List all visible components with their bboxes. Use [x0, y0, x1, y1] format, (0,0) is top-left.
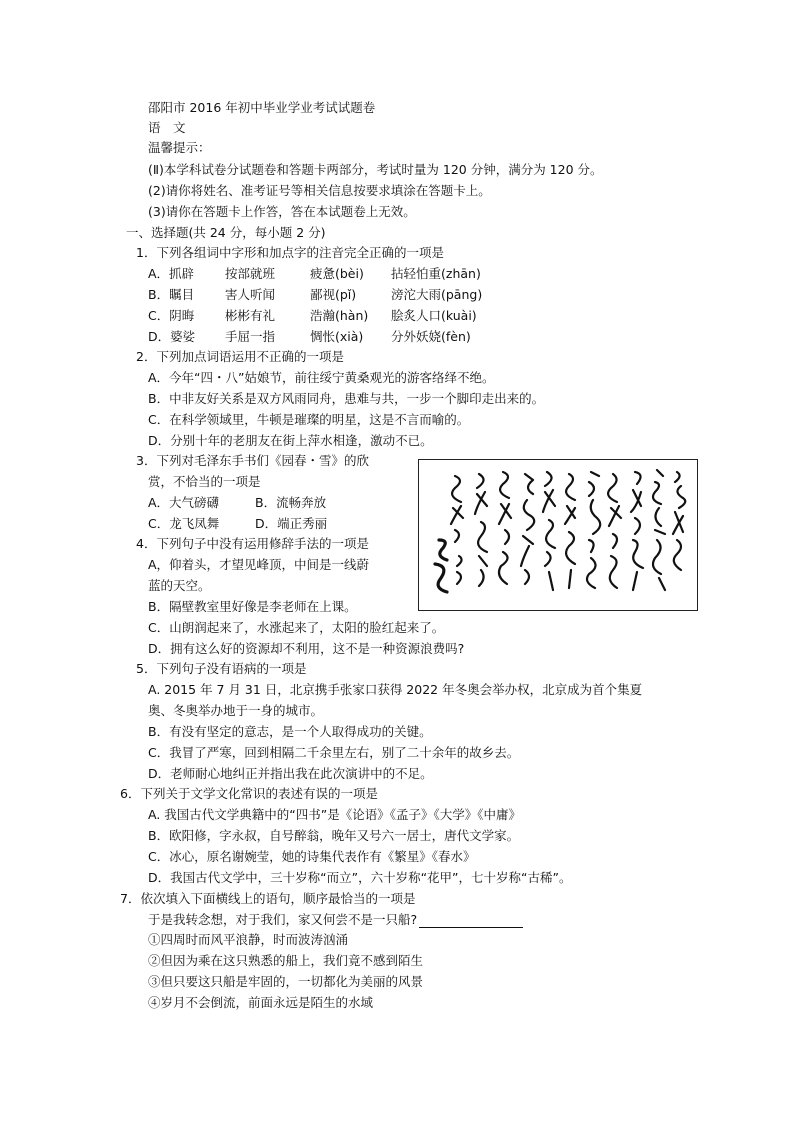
option-word: B．瞩目 [148, 287, 195, 302]
option-text: A，仰着头，才望见峰顶，中间是一线蔚 [148, 557, 370, 572]
option-word: 拈轻怕重(zhān) [391, 266, 481, 281]
option-word: 彬彬有礼 [225, 308, 276, 323]
question-stem: 6．下列关于文学文化常识的表述有误的一项是 [120, 786, 378, 801]
lead-text: 于是我转念想，对于我们，家又何尝不是一只船? [148, 912, 418, 927]
option-text: A. 2015 年 7 月 31 日，北京携手张家口获得 2022 年冬奥会举办权，北京成为首个集夏 [148, 682, 643, 697]
option-word: 鄙视(pǐ) [310, 287, 357, 302]
option-text: C．我冒了严寒，回到相隔二千余里左右，别了二十余年的故乡去。 [148, 745, 520, 760]
option-word: 浩瀚(hàn) [310, 308, 369, 323]
option-text: 奥、冬奥举办地于一身的城市。 [148, 703, 324, 718]
option-text: A. 我国古代文学典籍中的“四书”是《论语》《孟子》《大学》《中庸》 [148, 807, 521, 822]
question-lead [148, 912, 523, 928]
question-stem: 7．依次填入下面横线上的语句，顺序最恰当的一项是 [120, 891, 416, 906]
option-text: C．山朗润起来了，水涨起来了，太阳的脸红起来了。 [148, 620, 445, 635]
subject-label: 语 文 [148, 120, 186, 135]
option-word: B．流畅奔放 [255, 495, 327, 510]
option-text: B．中非友好关系是双方风雨同舟，患难与共，一步一个脚印走出来的。 [148, 391, 545, 406]
option-text: D．拥有这么好的资源却不利用，这不是一种资源浪费吗? [148, 641, 465, 656]
option-word: C．阴晦 [148, 308, 195, 323]
option-text: A．今年“四・八”姑娘节，前往绥宁黄桑观光的游客络绎不绝。 [148, 370, 495, 385]
option-word: A．抓辟 [148, 266, 195, 281]
option-word: 疲惫(bèi) [310, 266, 364, 281]
option-word: 手屈一指 [225, 329, 276, 344]
sentence-item: ②但因为乘在这只熟悉的船上，我们竟不感到陌生 [148, 953, 424, 968]
tip-line: (Ⅱ)本学科试卷分试题卷和答题卡两部分，考试时量为 120 分钟，满分为 120 分。 [148, 162, 603, 177]
exam-title: 邵阳市 2016 年初中毕业学业考试试题卷 [148, 100, 376, 115]
option-text: D．老师耐心地纠正并指出我在此次演讲中的不足。 [148, 766, 433, 781]
question-stem: 5．下列句子没有语病的一项是 [136, 661, 307, 676]
option-word: A．大气磅礴 [148, 495, 220, 510]
option-word: 惆怅(xià) [310, 329, 364, 344]
answer-blank [419, 914, 523, 928]
calligraphy-strokes [419, 460, 696, 609]
question-stem-cont: 赏，不恰当的一项是 [148, 474, 261, 489]
section-heading: 一、选择题(共 24 分，每小题 2 分) [126, 225, 326, 240]
option-word: 分外妖娆(fèn) [391, 329, 471, 344]
option-text: B．有没有坚定的意志，是一个人取得成功的关键。 [148, 724, 432, 739]
sentence-item: ③但只要这只船是牢固的，一切都化为美丽的风景 [148, 974, 424, 989]
tip-line: (3)请你在答题卡上作答，答在本试题卷上无效。 [148, 204, 416, 219]
option-word: 按部就班 [225, 266, 276, 281]
option-word: C．龙飞凤舞 [148, 516, 220, 531]
question-stem: 1．下列各组词中字形和加点字的注音完全正确的一项是 [136, 245, 444, 260]
question-stem: 2．下列加点词语运用不正确的一项是 [136, 349, 344, 364]
option-text: D．我国古代文学中，三十岁称“而立”，六十岁称“花甲”，七十岁称“古稀”。 [148, 870, 572, 885]
sentence-item: ④岁月不会倒流，前面永远是陌生的水域 [148, 995, 374, 1010]
option-word: D．端正秀丽 [255, 516, 328, 531]
option-word: 脍炙人口(kuài) [391, 308, 477, 323]
option-word: D．婆娑 [148, 329, 196, 344]
tips-heading: 温馨提示： [148, 140, 211, 155]
option-text: D．分别十年的老朋友在街上萍水相逢，激动不已。 [148, 433, 433, 448]
option-text: B．隔壁教室里好像是李老师在上课。 [148, 599, 357, 614]
option-word: 害人听闻 [225, 287, 276, 302]
question-stem: 4．下列句子中没有运用修辞手法的一项是 [136, 536, 369, 551]
option-text: C．在科学领域里，牛顿是璀璨的明星，这是不言而喻的。 [148, 412, 470, 427]
calligraphy-image [418, 459, 698, 611]
option-word: 滂沱大雨(pāng) [391, 287, 483, 302]
tip-line: (2)请你将姓名、准考证号等相关信息按要求填涂在答题卡上。 [148, 183, 491, 198]
sentence-item: ①四周时而风平浪静，时而波涛汹涌 [148, 932, 349, 947]
question-stem: 3．下列对毛泽东手书们《园春・雪》的欣 [136, 453, 369, 468]
option-text: 蓝的天空。 [148, 578, 211, 593]
option-text: B．欧阳修，字永叔，自号醉翁，晚年又号六一居士，唐代文学家。 [148, 828, 520, 843]
option-text: C．冰心，原名谢婉莹，她的诗集代表作有《繁星》《春水》 [148, 849, 476, 864]
